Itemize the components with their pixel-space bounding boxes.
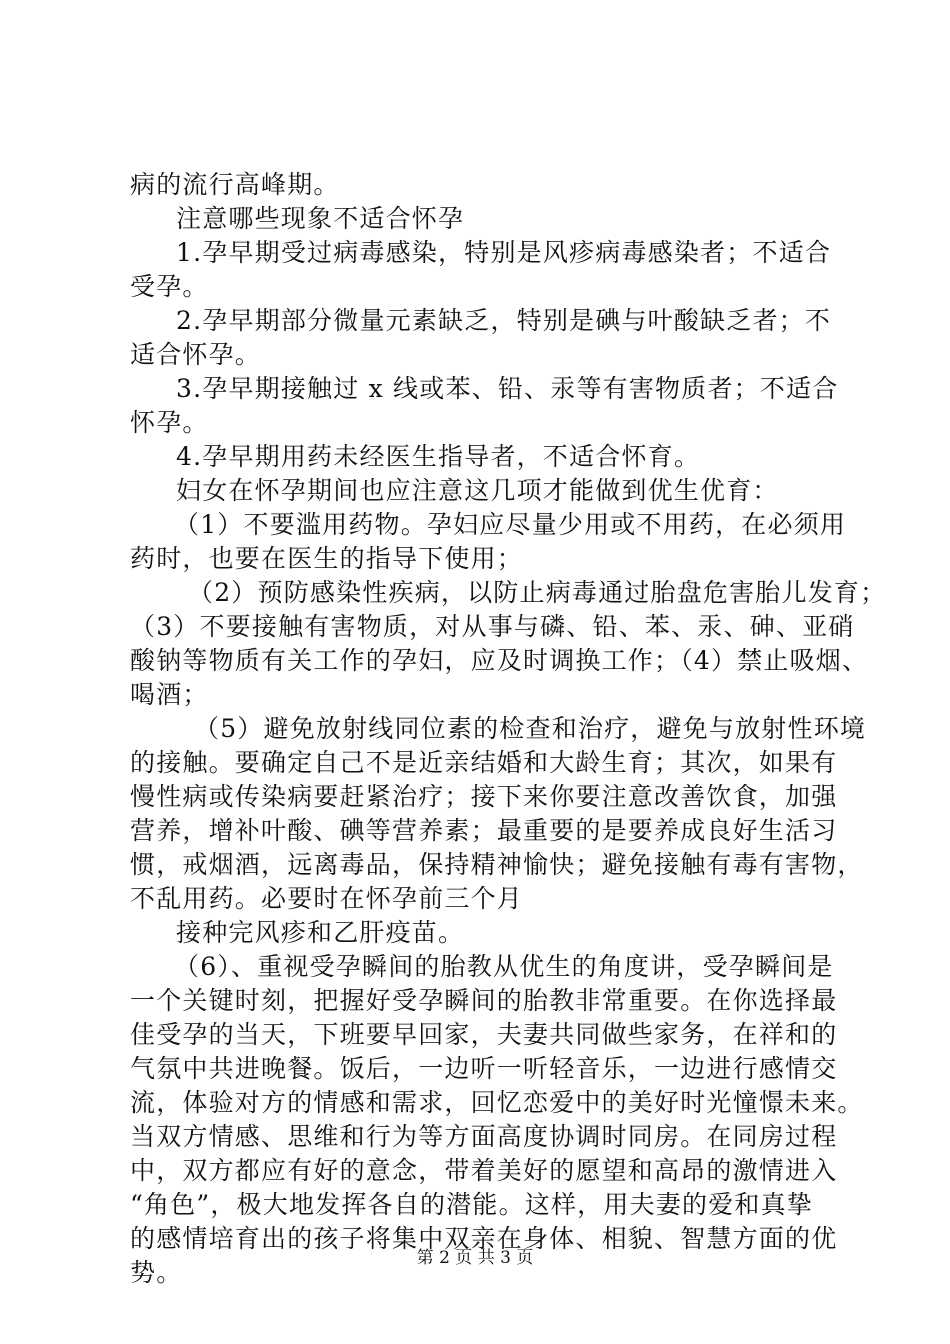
section-heading: 妇女在怀孕期间也应注意这几项才能做到优生优育： — [176, 476, 779, 505]
text-line: 3.孕早期接触过 x 线或苯、铅、汞等有害物质者；不适合 — [176, 374, 839, 403]
text-line: 佳受孕的当天，下班要早回家，夫妻共同做些家务，在祥和的 — [130, 1020, 838, 1049]
text-line: 一个关键时刻，把握好受孕瞬间的胎教非常重要。在你选择最 — [130, 986, 838, 1015]
text-line: 不乱用药。必要时在怀孕前三个月 — [130, 884, 524, 913]
text-line: “角色”，极大地发挥各自的潜能。这样，用夫妻的爱和真挚 — [130, 1190, 813, 1219]
text-line: （2）预防感染性疾病，以防止病毒通过胎盘危害胎儿发育； — [188, 578, 887, 607]
text-line: 气氛中共进晚餐。饭后，一边听一听轻音乐，一边进行感情交 — [130, 1054, 838, 1083]
text-line: 药时，也要在医生的指导下使用； — [130, 544, 524, 573]
text-line: 接种完风疹和乙肝疫苗。 — [176, 918, 465, 947]
text-line: （3）不要接触有害物质，对从事与磷、铅、苯、汞、砷、亚硝 — [130, 612, 855, 641]
text-line: 喝酒； — [130, 680, 209, 709]
text-line: （5）避免放射线同位素的检查和治疗，避免与放射性环境 — [194, 714, 867, 743]
text-line: 慢性病或传染病要赶紧治疗；接下来你要注意改善饮食，加强 — [130, 782, 838, 811]
text-line: 的感情培育出的孩子将集中双亲在身体、相貌、智慧方面的优 — [130, 1224, 838, 1253]
text-line: 流，体验对方的情感和需求，回忆恋爱中的美好时光憧憬未来。 — [130, 1088, 864, 1117]
text-line: 怀孕。 — [130, 408, 209, 437]
text-line: 4.孕早期用药未经医生指导者，不适合怀育。 — [176, 442, 701, 471]
document-body — [130, 168, 887, 1290]
text-line: 当双方情感、思维和行为等方面高度协调时同房。在同房过程 — [130, 1122, 838, 1151]
text-line: 惯，戒烟酒，远离毒品，保持精神愉快；避免接触有毒有害物， — [130, 850, 864, 879]
text-line: 中，双方都应有好的意念，带着美好的愿望和高昂的激情进入 — [130, 1156, 838, 1185]
text-line: 1.孕早期受过病毒感染，特别是风疹病毒感染者；不适合 — [176, 238, 832, 267]
section-heading: 注意哪些现象不适合怀孕 — [176, 204, 465, 233]
text-line: （1）不要滥用药物。孕妇应尽量少用或不用药，在必须用 — [174, 510, 847, 539]
text-line: 适合怀孕。 — [130, 340, 262, 369]
text-line: 势。 — [130, 1258, 183, 1287]
text-line: 酸钠等物质有关工作的孕妇，应及时调换工作；（4）禁止吸烟、 — [130, 646, 869, 675]
page-number-footer: 第 2 页 共 3 页 — [416, 1248, 534, 1268]
text-line: 营养，增补叶酸、碘等营养素；最重要的是要养成良好生活习 — [130, 816, 838, 845]
text-line: 病的流行高峰期。 — [130, 170, 340, 199]
text-line: （6）、重视受孕瞬间的胎教从优生的角度讲，受孕瞬间是 — [174, 952, 834, 981]
text-line: 受孕。 — [130, 272, 209, 301]
text-line: 的接触。要确定自己不是近亲结婚和大龄生育；其次，如果有 — [130, 748, 838, 777]
text-line: 2.孕早期部分微量元素缺乏，特别是碘与叶酸缺乏者；不 — [176, 306, 832, 335]
